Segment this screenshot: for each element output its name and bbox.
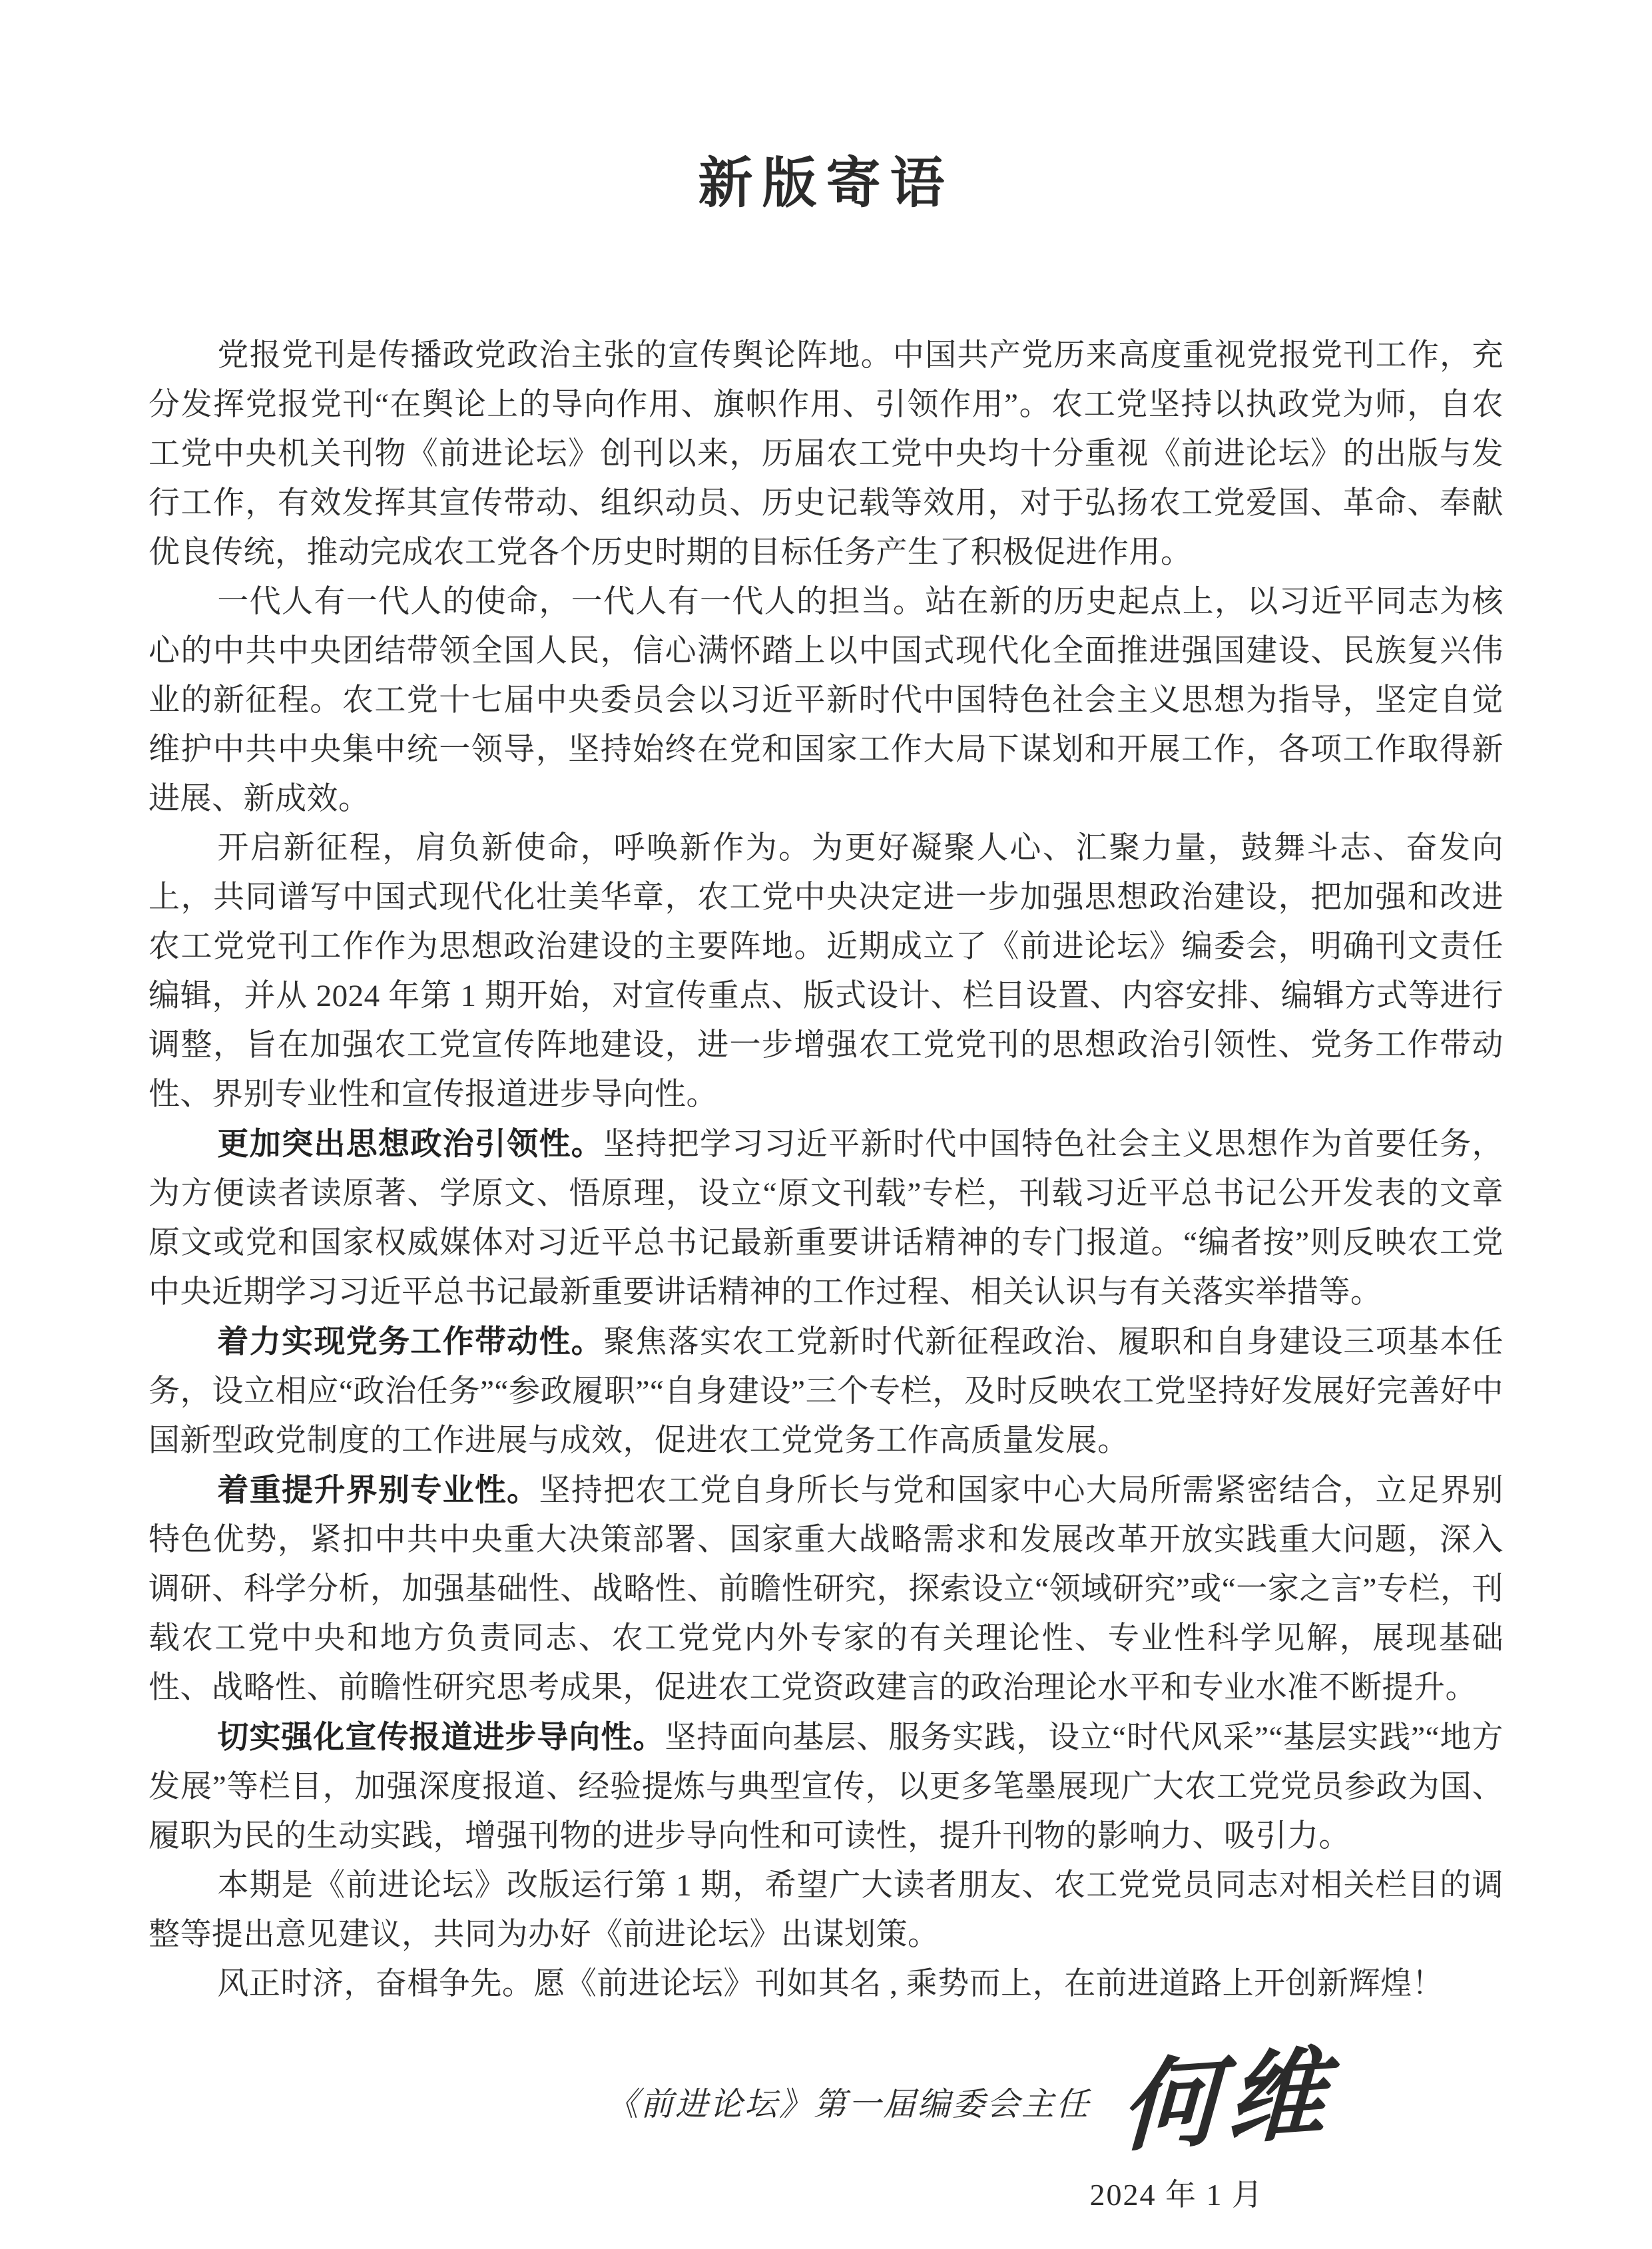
paragraph-lead: 切实强化宣传报道进步导向性。 bbox=[217, 1719, 665, 1754]
paragraph-lead: 着力实现党务工作带动性。 bbox=[217, 1324, 604, 1359]
signature-line bbox=[148, 2039, 1336, 2164]
paragraph bbox=[148, 577, 1504, 824]
paragraph-text: 风正时济，奋楫争先。愿《前进论坛》刊如其名 , 乘势而上，在前进道路上开创新辉煌！ bbox=[217, 1967, 1444, 2001]
paragraph-text: 坚持面向基层、服务实践，设立“时代风采”“基层实践”“地方发展”等栏目，加强深度报道、经验提炼与典型宣传，以更多笔墨展现广大农工党党员参政为国、履职为民的生动实践，增强刊物的进步导向性和可读性，提升刊物的影响力、吸引力。 bbox=[148, 1720, 1504, 1854]
paragraph-text: 党报党刊是传播政党政治主张的宣传舆论阵地。中国共产党历来高度重视党报党刊工作，充分发挥党报党刊“在舆论上的导向作用、旗帜作用、引领作用”。农工党坚持以执政党为师，自农工党中央机关刊物《前进论坛》创刊以来，历届农工党中央均十分重视《前进论坛》的出版与发行工作，有效发挥其宣传带动、组织动员、历史记载等效用，对于弘扬农工党爱国、革命、奉献优良传统，推动完成农工党各个历史时期的目标任务产生了积极促进作用。 bbox=[148, 338, 1504, 570]
signature-block bbox=[148, 2039, 1504, 2214]
paragraph-lead: 着重提升界别专业性。 bbox=[217, 1472, 539, 1507]
paragraph-text: 本期是《前进论坛》改版运行第 1 期，希望广大读者朋友、农工党党员同志对相关栏目的调整等提出意见建议，共同为办好《前进论坛》出谋划策。 bbox=[148, 1868, 1504, 1952]
paragraph bbox=[148, 1317, 1504, 1465]
paragraph bbox=[148, 1959, 1504, 2009]
paragraph-text: 一代人有一代人的使命，一代人有一代人的担当。站在新的历史起点上，以习近平同志为核心的中共中央团结带领全国人民，信心满怀踏上以中国式现代化全面推进强国建设、民族复兴伟业的新征程。农工党十七届中央委员会以习近平新时代中国特色社会主义思想为指导，坚定自觉维护中共中央集中统一领导，坚持始终在党和国家工作大局下谋划和开展工作，各项工作取得新进展、新成效。 bbox=[148, 585, 1504, 816]
paragraph-text: 聚焦落实农工党新时代新征程政治、履职和自身建设三项基本任务，设立相应“政治任务”“参政履职”“自身建设”三个专栏，及时反映农工党坚持好发展好完善好中国新型政党制度的工作进展与成效，促进农工党党务工作高质量发展。 bbox=[148, 1325, 1504, 1458]
paragraph bbox=[148, 1712, 1504, 1861]
paragraph bbox=[148, 1465, 1504, 1712]
paragraph bbox=[148, 824, 1504, 1119]
page-title: 新版寄语 bbox=[698, 153, 954, 214]
signature-name: 何维 bbox=[1119, 2039, 1336, 2164]
paragraph-text: 开启新征程，肩负新使命，呼唤新作为。为更好凝聚人心、汇聚力量，鼓舞斗志、奋发向上，共同谱写中国式现代化壮美华章，农工党中央决定进一步加强思想政治建设，把加强和改进农工党党刊工作作为思想政治建设的主要阵地。近期成立了《前进论坛》编委会，明确刊文责任编辑，并从 2024 年第 1 期开始，对宣传重点、版式设计、栏目设置、内容安排、编辑方式等进行调整，旨在加强农工党宣传阵地建设，进一步增强农工党党刊的思想政治引领性、党务工作带动性、界别专业性和宣传报道进步导向性。 bbox=[148, 831, 1504, 1112]
paragraph bbox=[148, 1119, 1504, 1317]
paragraph-lead: 更加突出思想政治引领性。 bbox=[217, 1126, 604, 1161]
paragraph bbox=[148, 1861, 1504, 1959]
paragraph-text: 坚持把农工党自身所长与党和国家中心大局所需紧密结合，立足界别特色优势，紧扣中共中央重大决策部署、国家重大战略需求和发展改革开放实践重大问题，深入调研、科学分析，加强基础性、战略性、前瞻性研究，探索设立“领域研究”或“一家之言”专栏，刊载农工党中央和地方负责同志、农工党党内外专家的有关理论性、专业性科学见解，展现基础性、战略性、前瞻性研究思考成果，促进农工党资政建言的政治理论水平和专业水准不断提升。 bbox=[148, 1473, 1504, 1705]
paragraph-text: 坚持把学习习近平新时代中国特色社会主义思想作为首要任务，为方便读者读原著、学原文、悟原理，设立“原文刊载”专栏，刊载习近平总书记公开发表的文章原文或党和国家权威媒体对习近平总书记最新重要讲话精神的专门报道。“编者按”则反映农工党中央近期学习习近平总书记最新重要讲话精神的工作过程、相关认识与有关落实举措等。 bbox=[148, 1127, 1504, 1310]
signature-date: 2024 年 1 月 bbox=[1089, 2178, 1264, 2212]
article-body bbox=[148, 331, 1504, 2009]
signature-role: 《前进论坛》第一届编委会主任 bbox=[605, 2086, 1091, 2123]
paragraph bbox=[148, 331, 1504, 577]
